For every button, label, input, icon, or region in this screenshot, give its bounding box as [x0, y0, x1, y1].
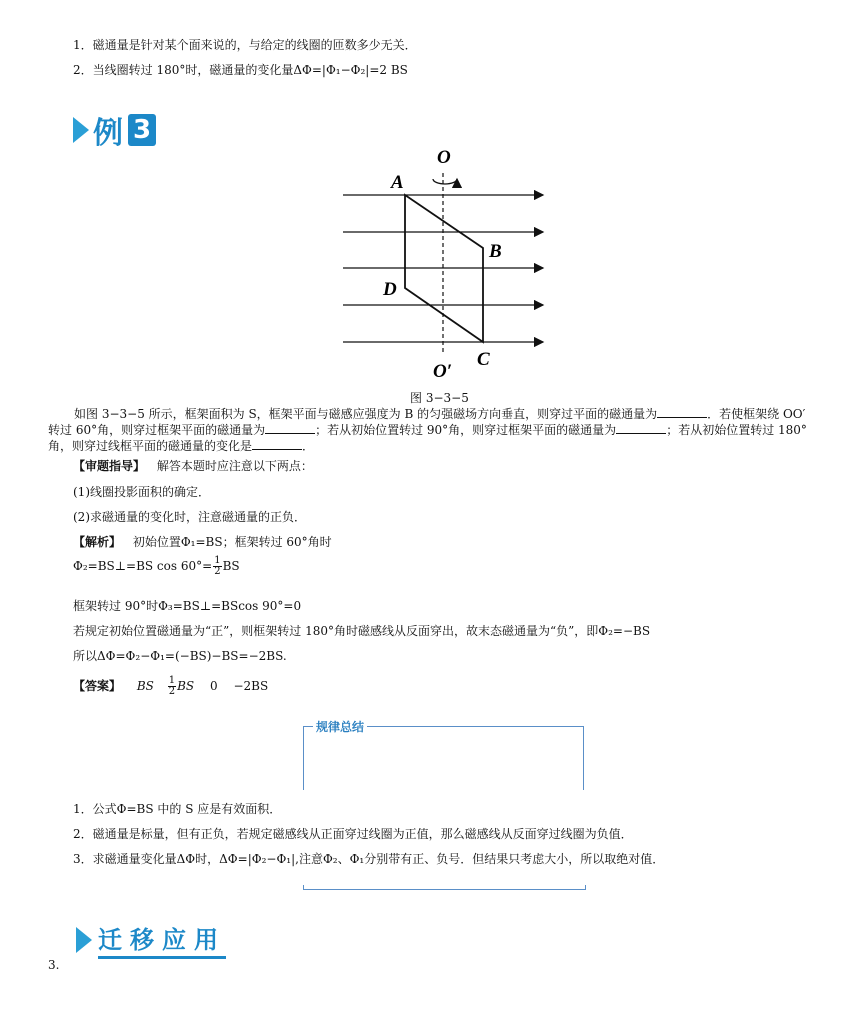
- analysis-line-3: 框架转过 90°时Φ₃=BS⊥=BScos 90°=0: [73, 599, 302, 613]
- answer-blank-4: [252, 438, 302, 450]
- guide-line: [73, 457, 313, 474]
- example-number: 3: [128, 114, 156, 146]
- answer-tag: 【答案】: [73, 679, 122, 693]
- answer-fraction: $\frac{1}{2}$: [168, 675, 176, 697]
- problem-text-5: ．: [302, 439, 315, 453]
- summary-item-3: 3．求磁通量变化量ΔΦ时，ΔΦ=|Φ₂−Φ₁|,注意Φ₂、Φ₁分别带有正、负号．但结果只考虑大小，所以取绝对值．: [73, 852, 665, 866]
- example-header: [73, 108, 156, 152]
- summary-box: [303, 718, 584, 790]
- analysis-tag: 【解析】: [73, 535, 122, 549]
- application-item: 3.: [48, 958, 60, 972]
- answer-blank-3: [616, 422, 666, 434]
- answer-blank-1: [657, 406, 707, 418]
- problem-text: [48, 406, 818, 454]
- triangle-marker-icon: [73, 117, 89, 143]
- rotation-arrow-icon: [433, 179, 457, 184]
- analysis-text-2b: BS: [222, 559, 240, 573]
- analysis-text-2a: Φ₂=BS⊥=BS cos 60°=: [73, 559, 213, 573]
- analysis-line-1: [73, 533, 332, 550]
- summary-item-2: 2．磁通量是标量，但有正负，若规定磁感线从正面穿过线圈为正值，那么磁感线从反面穿过线圈为负值．: [73, 827, 633, 841]
- analysis-line-2: [73, 556, 240, 577]
- figure-caption: 图 3−3−5: [410, 391, 469, 405]
- label-b: B: [489, 241, 502, 262]
- intro-item-1: 1．磁通量是针对某个面来说的，与给定的线圈的匝数多少无关．: [73, 38, 417, 52]
- problem-text-3: ；若从初始位置转过 90°角，则穿过框架平面的磁通量为: [315, 423, 617, 437]
- problem-text-1: 如图 3−3−5 所示，框架面积为 S，框架平面与磁感应强度为 B 的匀强磁场方向垂直，则穿过平面的磁通量为: [74, 407, 658, 421]
- answer-3: 0: [209, 679, 218, 693]
- label-a: A: [391, 172, 404, 193]
- guide-tag: 【审题指导】: [73, 459, 146, 473]
- analysis-line-4: 若规定初始位置磁通量为“正”，则框架转过 180°角时磁感线从反面穿出，故末态磁通量为“负”，即Φ₂=−BS: [73, 624, 651, 638]
- application-header: [76, 920, 226, 959]
- answer-1: BS: [136, 679, 154, 693]
- answer-blank-2: [265, 422, 315, 434]
- label-o-top: O: [437, 147, 451, 168]
- intro-item-2: 2．当线圈转过 180°时，磁通量的变化量ΔΦ=|Φ₁−Φ₂|=2 BS: [73, 63, 408, 77]
- answer-line: [73, 676, 268, 697]
- summary-title: 规律总结: [313, 718, 367, 735]
- label-c: C: [477, 349, 490, 370]
- application-title: 迁移应用: [98, 920, 226, 959]
- problem-text-4: ；若从初始位置转过 180°角，则穿过线框平面的磁通量的变化是: [48, 423, 807, 453]
- triangle-marker-icon: [76, 927, 92, 953]
- answer-2: BS: [177, 679, 195, 693]
- guide-point-2: (2)求磁通量的变化时，注意磁通量的正负．: [73, 510, 306, 524]
- guide-point-1: (1)线圈投影面积的确定．: [73, 485, 210, 499]
- example-label: 例: [93, 116, 124, 151]
- summary-box-bottom: [303, 885, 586, 890]
- answer-4: −2BS: [233, 679, 269, 693]
- label-o-bottom: O′: [433, 361, 453, 380]
- guide-text: 解答本题时应注意以下两点：: [156, 459, 313, 473]
- analysis-text-1: 初始位置Φ₁=BS；框架转过 60°角时: [132, 535, 332, 549]
- analysis-line-5: 所以ΔΦ=Φ₂−Φ₁=(−BS)−BS=−2BS.: [73, 649, 287, 663]
- fraction-one-half: $\frac{1}{2}$: [214, 555, 221, 577]
- summary-item-1: 1．公式Φ=BS 中的 S 应是有效面积．: [73, 802, 282, 816]
- magnetic-frame-figure: [333, 145, 553, 380]
- label-d: D: [383, 279, 397, 300]
- problem-text-2: ．若使框架绕 OO′ 转过 60°角，则穿过框架平面的磁通量为: [48, 407, 806, 437]
